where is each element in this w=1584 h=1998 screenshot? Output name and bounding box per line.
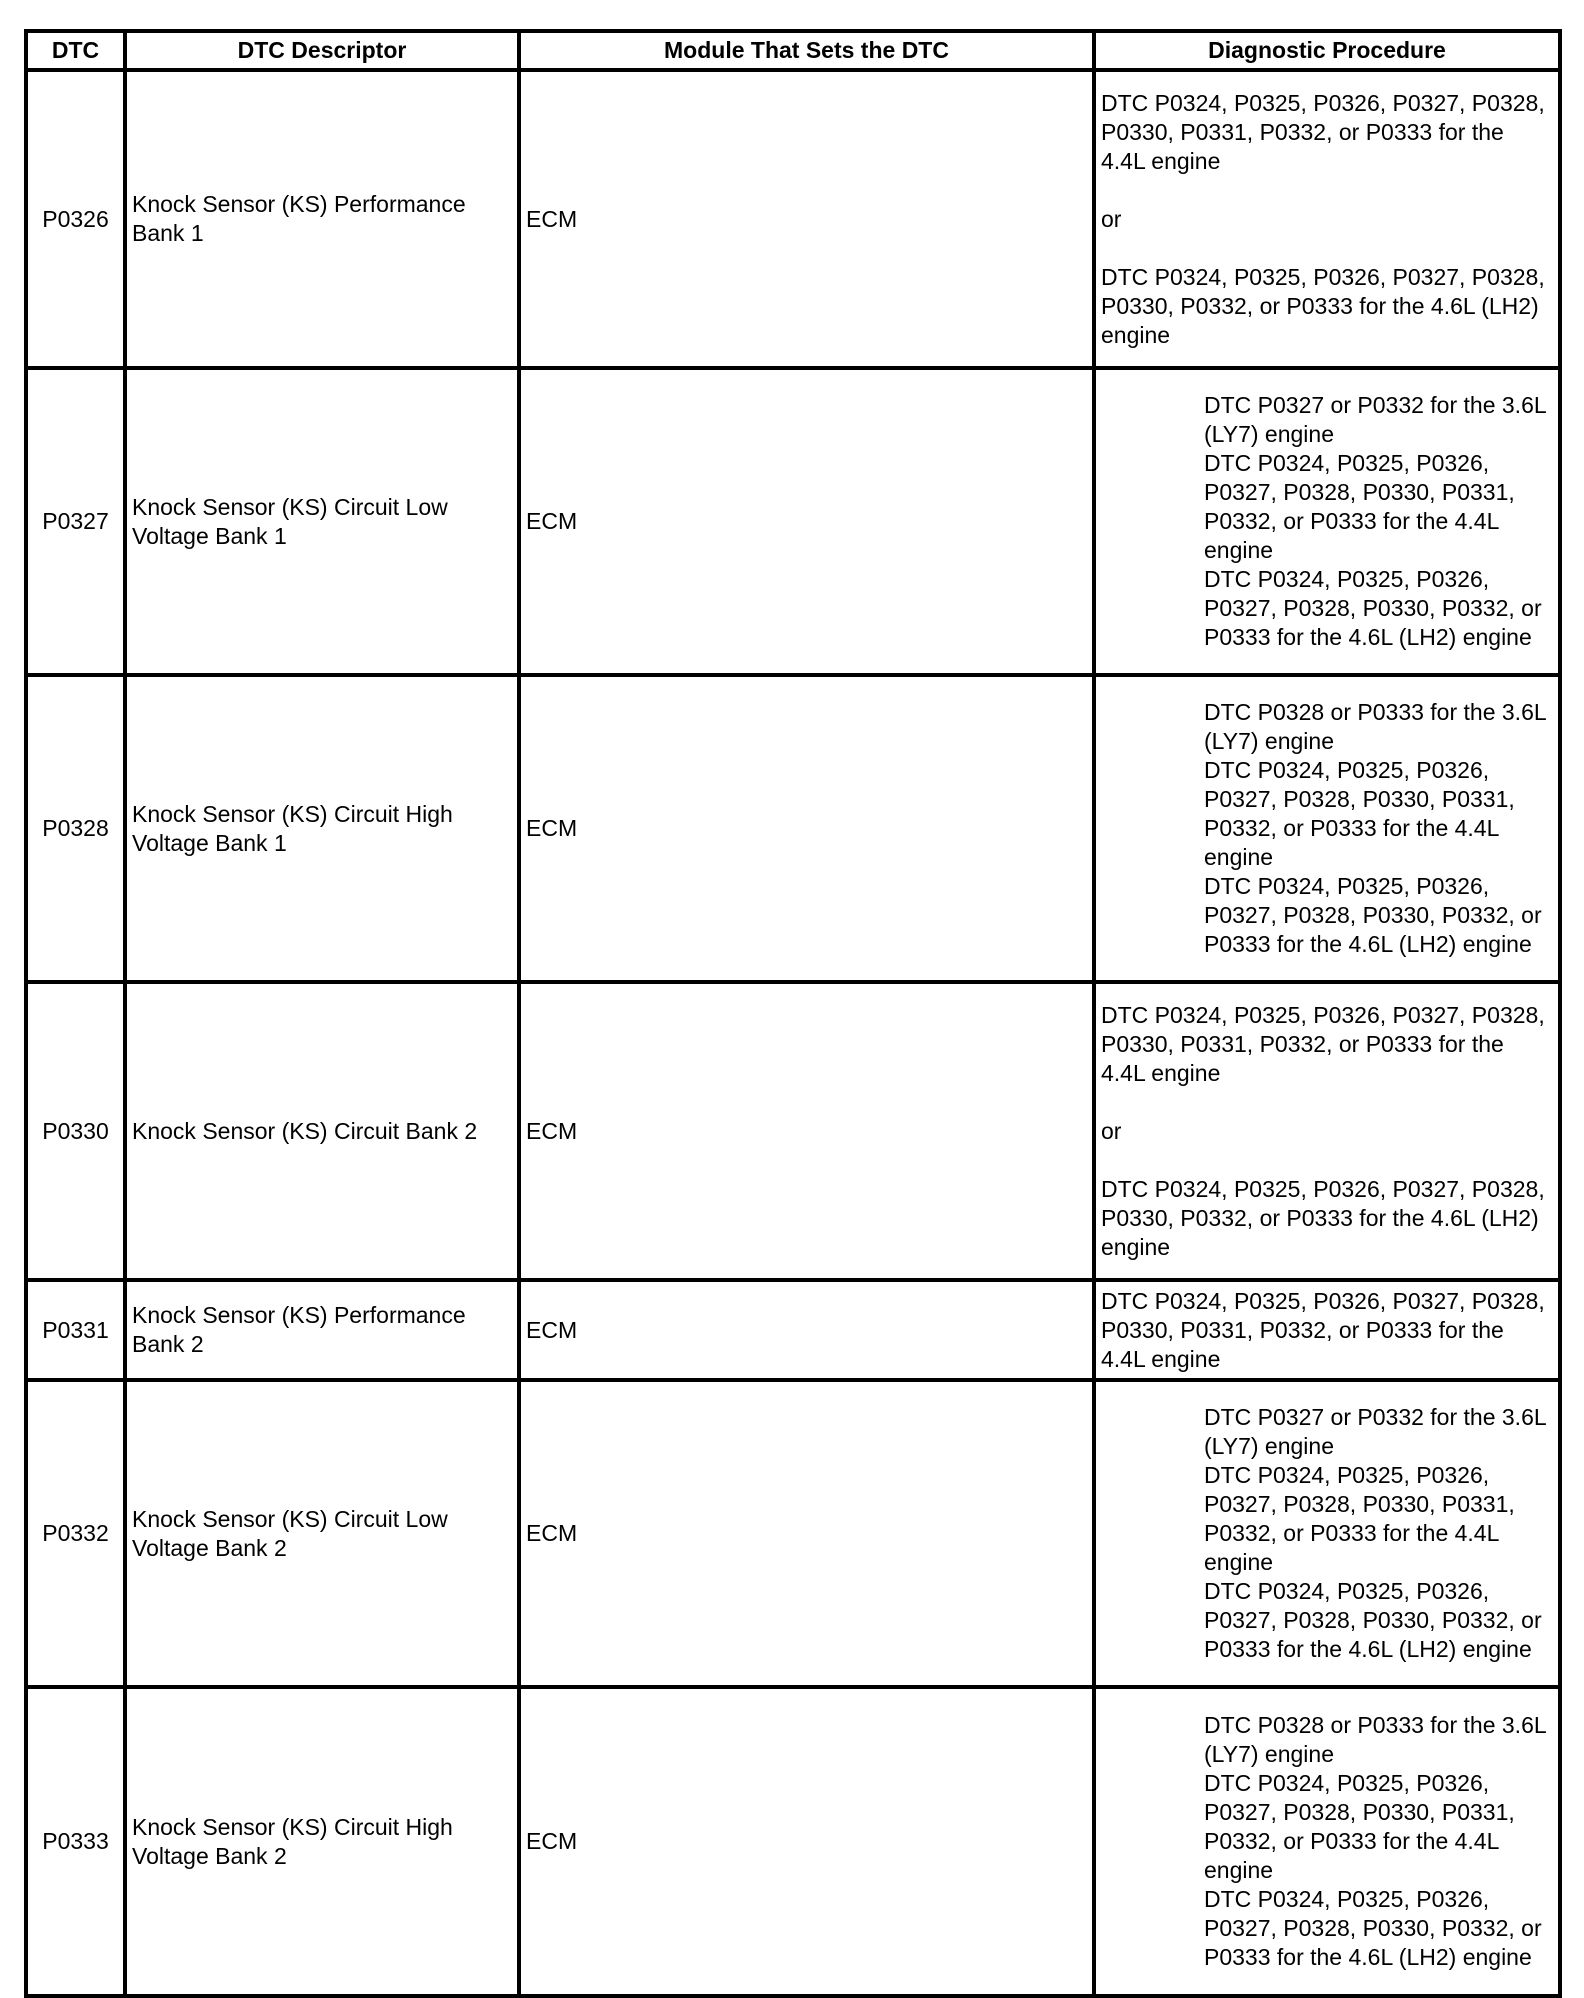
procedure-link-text[interactable]: DTC P0324, P0325, P0326, P0327, P0328, P0330, P0332, or P0333 for the 4.6L (LH2) engine xyxy=(1204,873,1542,957)
procedure-spacer xyxy=(1101,1088,1553,1117)
dtc-code-cell: P0326 xyxy=(26,70,125,368)
procedure-link-text[interactable]: DTC P0324, P0325, P0326, P0327, P0328, P0330, P0331, P0332, or P0333 for the 4.4L engine xyxy=(1204,1462,1515,1575)
module-cell: ECM xyxy=(519,982,1094,1280)
dtc-descriptor-cell: Knock Sensor (KS) Circuit High Voltage Bank 1 xyxy=(125,675,519,982)
header-module: Module That Sets the DTC xyxy=(519,31,1094,70)
procedure-link-text[interactable]: DTC P0324, P0325, P0326, P0327, P0328, P0330, P0332, or P0333 for the 4.6L (LH2) engine xyxy=(1101,263,1545,348)
procedure-spacer xyxy=(1101,176,1553,205)
dtc-code-cell: P0328 xyxy=(26,675,125,982)
dtc-code-cell: P0330 xyxy=(26,982,125,1280)
table-row xyxy=(26,368,1560,675)
diagnostic-procedure-cell xyxy=(1094,1687,1560,1996)
header-dtc-descriptor: DTC Descriptor xyxy=(125,31,519,70)
module-cell: ECM xyxy=(519,368,1094,675)
procedure-link-text[interactable]: DTC P0324, P0325, P0326, P0327, P0328, P0330, P0331, P0332, or P0333 for the 4.4L engine xyxy=(1204,450,1515,563)
dtc-code-cell: P0332 xyxy=(26,1380,125,1687)
procedure-link-text[interactable]: DTC P0324, P0325, P0326, P0327, P0328, P0330, P0332, or P0333 for the 4.6L (LH2) engine xyxy=(1204,1886,1542,1970)
header-dtc: DTC xyxy=(26,31,125,70)
module-cell: ECM xyxy=(519,1687,1094,1996)
diagnostic-procedure-cell xyxy=(1094,1380,1560,1687)
procedure-link-text[interactable]: DTC P0328 or P0333 for the 3.6L (LY7) engine xyxy=(1204,699,1546,754)
table-row xyxy=(26,675,1560,982)
table-body xyxy=(26,70,1560,1996)
module-cell: ECM xyxy=(519,675,1094,982)
procedure-link-text[interactable]: DTC P0324, P0325, P0326, P0327, P0328, P0330, P0331, P0332, or P0333 for the 4.4L engine xyxy=(1101,1287,1545,1372)
procedure-link-text[interactable]: DTC P0328 or P0333 for the 3.6L (LY7) engine xyxy=(1204,1712,1546,1767)
dtc-descriptor-cell: Knock Sensor (KS) Performance Bank 1 xyxy=(125,70,519,368)
dtc-descriptor-cell: Knock Sensor (KS) Circuit Low Voltage Bank 1 xyxy=(125,368,519,675)
table-row xyxy=(26,1380,1560,1687)
module-cell: ECM xyxy=(519,70,1094,368)
procedure-link-text[interactable]: DTC P0324, P0325, P0326, P0327, P0328, P0330, P0331, P0332, or P0333 for the 4.4L engine xyxy=(1204,757,1515,870)
procedure-link-text[interactable]: DTC P0324, P0325, P0326, P0327, P0328, P0330, P0332, or P0333 for the 4.6L (LH2) engine xyxy=(1204,566,1542,650)
procedure-link-text[interactable]: DTC P0324, P0325, P0326, P0327, P0328, P0330, P0332, or P0333 for the 4.6L (LH2) engine xyxy=(1101,1175,1545,1260)
dtc-descriptor-cell: Knock Sensor (KS) Circuit Bank 2 xyxy=(125,982,519,1280)
dtc-table xyxy=(24,29,1562,1998)
table-row xyxy=(26,1280,1560,1380)
table-row xyxy=(26,1687,1560,1996)
diagnostic-procedure-cell xyxy=(1094,675,1560,982)
header-diagnostic-procedure: Diagnostic Procedure xyxy=(1094,31,1560,70)
procedure-link-text[interactable]: DTC P0324, P0325, P0326, P0327, P0328, P0330, P0331, P0332, or P0333 for the 4.4L engine xyxy=(1101,1001,1545,1086)
module-cell: ECM xyxy=(519,1280,1094,1380)
procedure-spacer xyxy=(1101,1146,1553,1175)
diagnostic-procedure-cell xyxy=(1094,70,1560,368)
dtc-code-cell: P0333 xyxy=(26,1687,125,1996)
procedure-link-text[interactable]: DTC P0324, P0325, P0326, P0327, P0328, P0330, P0331, P0332, or P0333 for the 4.4L engine xyxy=(1204,1770,1515,1883)
dtc-code-cell: P0331 xyxy=(26,1280,125,1380)
dtc-descriptor-cell: Knock Sensor (KS) Circuit Low Voltage Bank 2 xyxy=(125,1380,519,1687)
dtc-code-cell: P0327 xyxy=(26,368,125,675)
procedure-or-text: or xyxy=(1101,205,1122,232)
procedure-link-text[interactable]: DTC P0324, P0325, P0326, P0327, P0328, P0330, P0331, P0332, or P0333 for the 4.4L engine xyxy=(1101,89,1545,174)
procedure-link-text[interactable]: DTC P0327 or P0332 for the 3.6L (LY7) engine xyxy=(1204,392,1546,447)
dtc-descriptor-cell: Knock Sensor (KS) Performance Bank 2 xyxy=(125,1280,519,1380)
diagnostic-procedure-cell xyxy=(1094,1280,1560,1380)
procedure-link-text[interactable]: DTC P0324, P0325, P0326, P0327, P0328, P0330, P0332, or P0333 for the 4.6L (LH2) engine xyxy=(1204,1578,1542,1662)
table-row xyxy=(26,982,1560,1280)
diagnostic-procedure-cell xyxy=(1094,368,1560,675)
module-cell: ECM xyxy=(519,1380,1094,1687)
procedure-link-text[interactable]: DTC P0327 or P0332 for the 3.6L (LY7) engine xyxy=(1204,1404,1546,1459)
procedure-spacer xyxy=(1101,234,1553,263)
table-header-row xyxy=(26,31,1560,70)
diagnostic-procedure-cell xyxy=(1094,982,1560,1280)
dtc-descriptor-cell: Knock Sensor (KS) Circuit High Voltage Bank 2 xyxy=(125,1687,519,1996)
table-row xyxy=(26,70,1560,368)
procedure-or-text: or xyxy=(1101,1117,1122,1144)
